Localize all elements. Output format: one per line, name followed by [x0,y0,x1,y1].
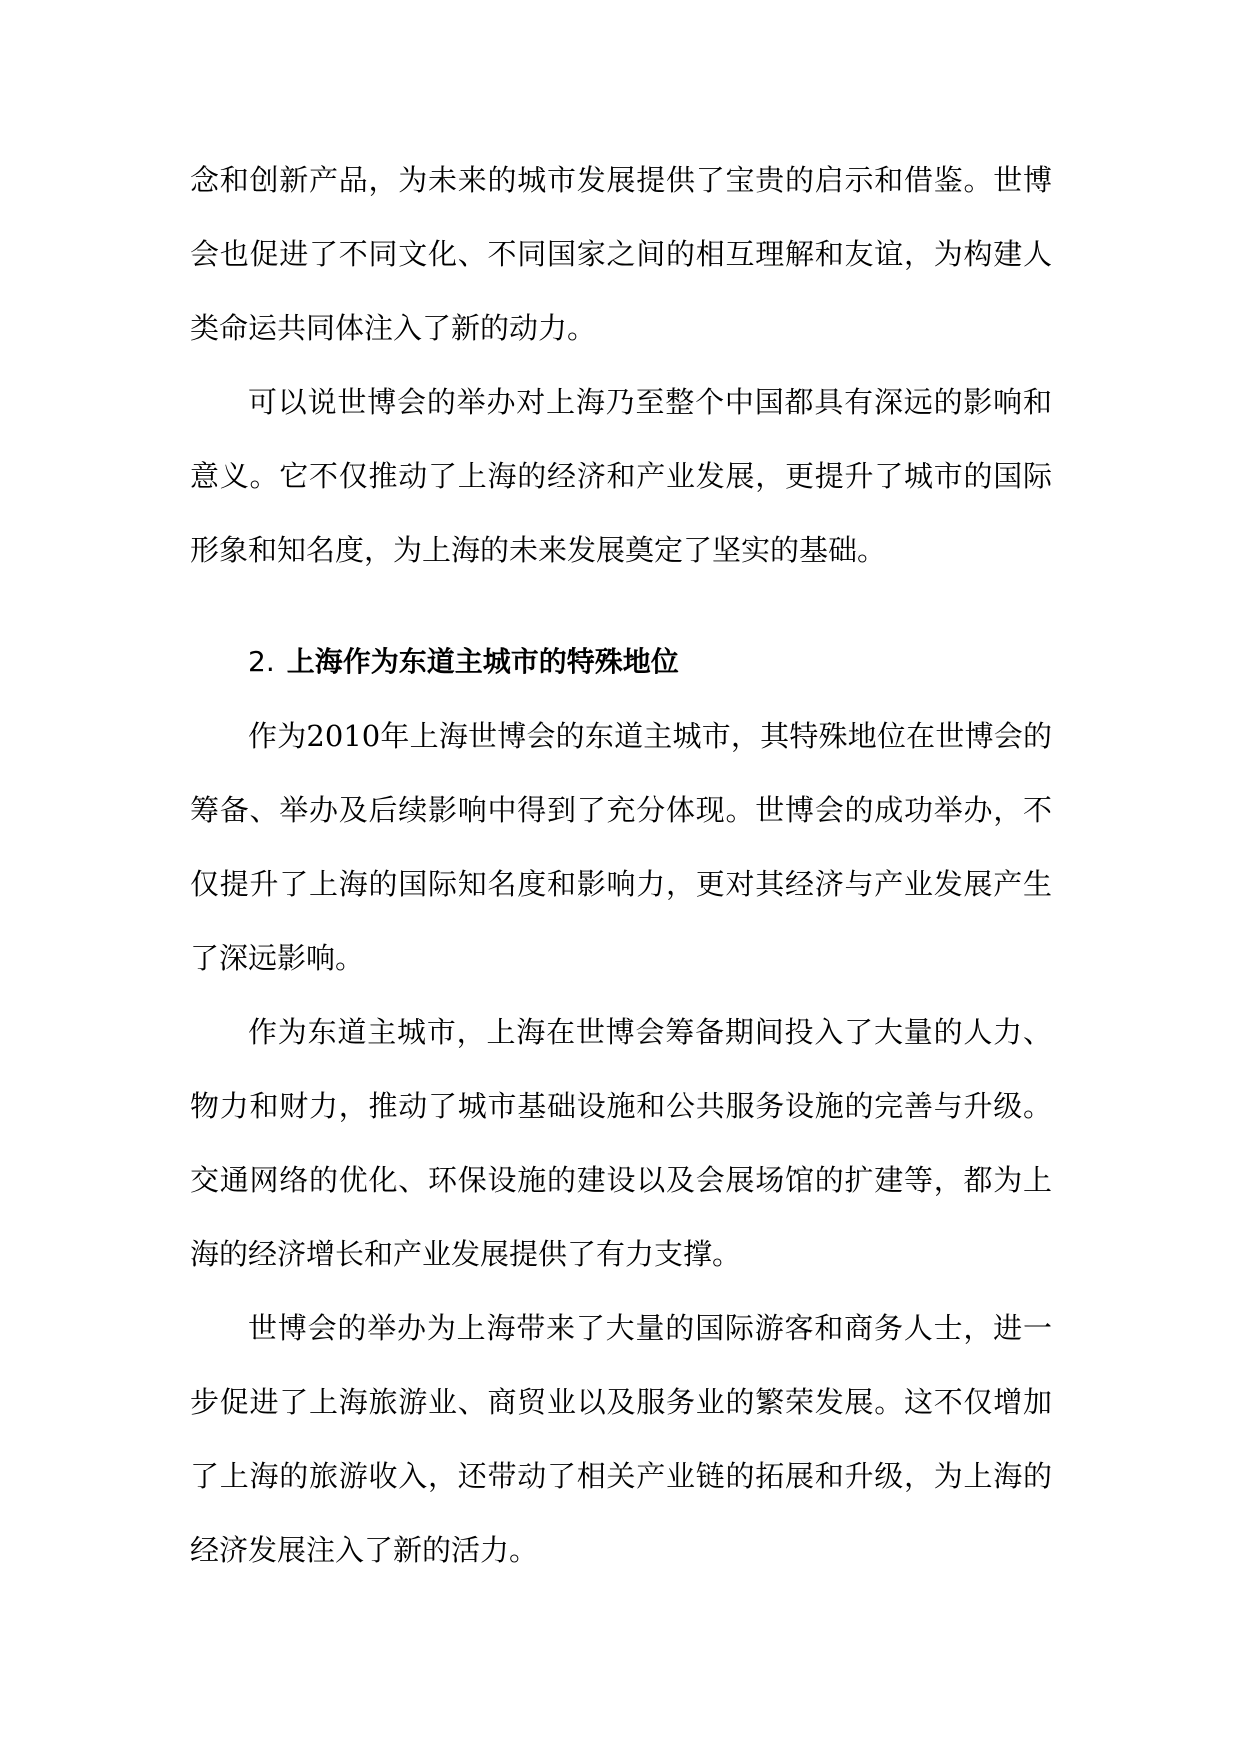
paragraph-tourism: 世博会的举办为上海带来了大量的国际游客和商务人士，进一步促进了上海旅游业、商贸业以及服务业的繁荣发展。这不仅增加了上海的旅游收入，还带动了相关产业链的拓展和升级，为上海的经济发展注入了新的活力。 [190,1311,1052,1567]
paragraph-infrastructure: 作为东道主城市，上海在世博会筹备期间投入了大量的人力、物力和财力，推动了城市基础设施和公共服务设施的完善与升级。交通网络的优化、环保设施的建设以及会展场馆的扩建等，都为上海的经济增长和产业发展提供了有力支撑。 [190,1015,1052,1271]
document-body [190,143,1052,1587]
section-number: 2. [248,645,275,678]
paragraph-host-city: 作为2010年上海世博会的东道主城市，其特殊地位在世博会的筹备、举办及后续影响中得到了充分体现。世博会的成功举办，不仅提升了上海的国际知名度和影响力，更对其经济与产业发展产生了深远影响。 [190,719,1052,975]
section-heading [190,625,1052,699]
paragraph-continued: 念和创新产品，为未来的城市发展提供了宝贵的启示和借鉴。世博会也促进了不同文化、不同国家之间的相互理解和友谊，为构建人类命运共同体注入了新的动力。 [190,163,1052,345]
section-title: 上海作为东道主城市的特殊地位 [286,645,679,678]
paragraph-significance: 可以说世博会的举办对上海乃至整个中国都具有深远的影响和意义。它不仅推动了上海的经济和产业发展，更提升了城市的国际形象和知名度，为上海的未来发展奠定了坚实的基础。 [190,385,1052,567]
